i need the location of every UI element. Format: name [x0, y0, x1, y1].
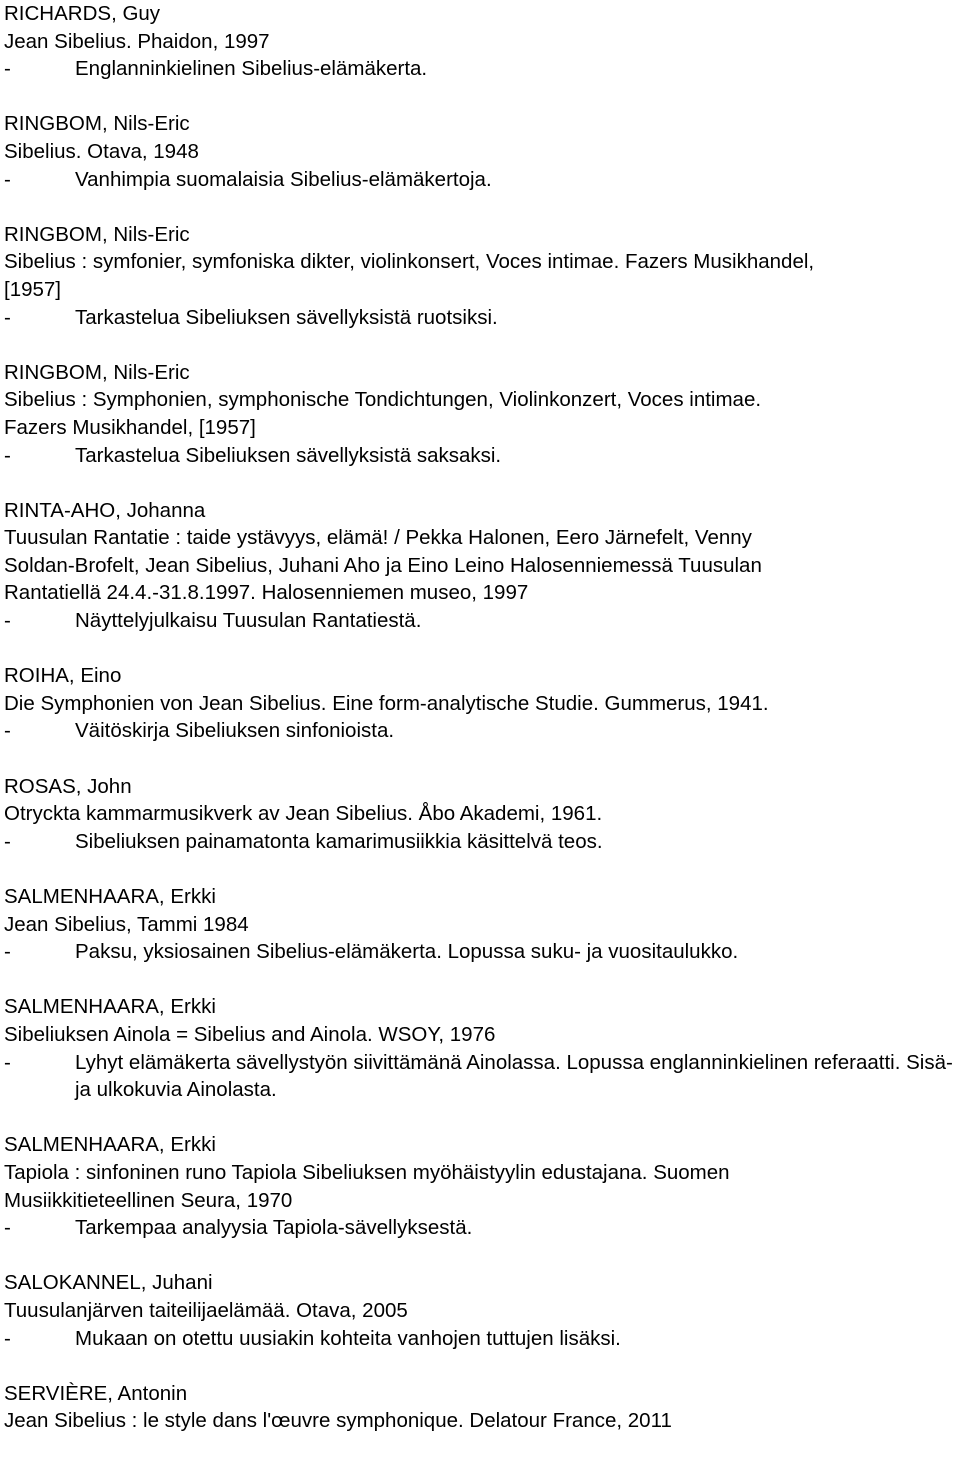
bibliography-entry	[4, 993, 956, 1103]
note-dash: -	[4, 940, 11, 964]
entry-author: SALOKANNEL, Juhani	[4, 1271, 213, 1295]
note-dash: -	[4, 57, 11, 81]
bibliography-entry	[4, 110, 956, 193]
note-text: Vanhimpia suomalaisia Sibelius-elämäkertoja.	[75, 167, 492, 191]
entry-author: ROIHA, Eino	[4, 664, 122, 688]
entry-author: SERVIÈRE, Antonin	[4, 1381, 188, 1405]
entry-title-line: Sibelius : symfonier, symfoniska dikter, violinkonsert, Voces intimae. Fazers Musikhandel,	[4, 250, 815, 274]
entry-note	[4, 1214, 956, 1242]
entry-title-line: Tuusulan Rantatie : taide ystävyys, elämä! / Pekka Halonen, Eero Järnefelt, Venny	[4, 526, 752, 550]
entry-author: RINGBOM, Nils-Eric	[4, 112, 190, 136]
note-text: Tarkastelua Sibeliuksen sävellyksistä ruotsiksi.	[75, 305, 498, 329]
entry-note	[4, 607, 956, 635]
bibliography-entry	[4, 1269, 956, 1352]
note-text: Englanninkielinen Sibelius-elämäkerta.	[75, 57, 428, 81]
entry-title-line: Sibelius. Otava, 1948	[4, 139, 199, 163]
entry-note	[4, 1325, 956, 1353]
note-dash: -	[4, 167, 11, 191]
bibliography-entry	[4, 221, 956, 331]
entry-author: ROSAS, John	[4, 774, 132, 798]
entry-title-line: Soldan-Brofelt, Jean Sibelius, Juhani Aho ja Eino Leino Halosenniemessä Tuusulan	[4, 553, 762, 577]
entry-note	[4, 55, 956, 83]
note-dash: -	[4, 829, 11, 853]
entry-title-line: Jean Sibelius, Tammi 1984	[4, 912, 249, 936]
bibliography-entry	[4, 773, 956, 856]
bibliography-document	[4, 0, 956, 1462]
bibliography-entry	[4, 0, 956, 83]
note-text: Näyttelyjulkaisu Tuusulan Rantatiestä.	[75, 609, 422, 633]
entry-note	[4, 166, 956, 194]
entry-title-line: [1957]	[4, 277, 61, 301]
note-text: Tarkempaa analyysia Tapiola-sävellyksestä.	[75, 1216, 473, 1240]
entry-note	[4, 1049, 956, 1104]
bibliography-entry	[4, 1131, 956, 1241]
entry-title-line: Rantatiellä 24.4.-31.8.1997. Halosenniemen museo, 1997	[4, 581, 529, 605]
entry-title-line: Musiikkitieteellinen Seura, 1970	[4, 1188, 293, 1212]
bibliography-entry	[4, 497, 956, 635]
note-text: Väitöskirja Sibeliuksen sinfonioista.	[75, 719, 395, 743]
note-dash: -	[4, 1216, 11, 1240]
bibliography-entry	[4, 662, 956, 745]
bibliography-entry	[4, 359, 956, 469]
entry-author: RICHARDS, Guy	[4, 2, 161, 25]
note-dash: -	[4, 719, 11, 743]
note-text: Paksu, yksiosainen Sibelius-elämäkerta. Lopussa suku- ja vuositaulukko.	[75, 940, 739, 964]
entry-author: SALMENHAARA, Erkki	[4, 1133, 216, 1157]
entry-title-line: Sibeliuksen Ainola = Sibelius and Ainola. WSOY, 1976	[4, 1022, 496, 1046]
note-text: Tarkastelua Sibeliuksen sävellyksistä saksaksi.	[75, 443, 502, 467]
entry-title-line: Die Symphonien von Jean Sibelius. Eine form-analytische Studie. Gummerus, 1941.	[4, 691, 769, 715]
entry-author: RINGBOM, Nils-Eric	[4, 222, 190, 246]
note-dash: -	[4, 443, 11, 467]
note-text: Lyhyt elämäkerta sävellystyön siivittämänä Ainolassa. Lopussa englanninkielinen referaatti. Sisä- ja ulkokuvia Ainolasta.	[75, 1050, 953, 1102]
entry-title-line: Jean Sibelius : le style dans l'œuvre symphonique. Delatour France, 2011	[4, 1409, 672, 1433]
entry-title-line: Jean Sibelius. Phaidon, 1997	[4, 29, 270, 53]
entry-title-line: Sibelius : Symphonien, symphonische Tondichtungen, Violinkonzert, Voces intimae.	[4, 388, 762, 412]
entry-title-line: Otryckta kammarmusikverk av Jean Sibelius. Åbo Akademi, 1961.	[4, 802, 603, 826]
entry-note	[4, 304, 956, 332]
note-dash: -	[4, 1326, 11, 1350]
entry-note	[4, 828, 956, 856]
note-dash: -	[4, 1050, 11, 1074]
entry-note	[4, 717, 956, 745]
entry-author: RINGBOM, Nils-Eric	[4, 360, 190, 384]
entry-note	[4, 442, 956, 470]
note-dash: -	[4, 609, 11, 633]
note-dash: -	[4, 305, 11, 329]
bibliography-entry	[4, 883, 956, 966]
note-text: Sibeliuksen painamatonta kamarimusiikkia käsittelvä teos.	[75, 829, 603, 853]
entry-title-line: Tapiola : sinfoninen runo Tapiola Sibeliuksen myöhäistyylin edustajana. Suomen	[4, 1160, 730, 1184]
entry-note	[4, 938, 956, 966]
note-text: Mukaan on otettu uusiakin kohteita vanhojen tuttujen lisäksi.	[75, 1326, 621, 1350]
bibliography-entry	[4, 1380, 956, 1435]
entry-author: SALMENHAARA, Erkki	[4, 995, 216, 1019]
entry-author: SALMENHAARA, Erkki	[4, 885, 216, 908]
entry-title-line: Fazers Musikhandel, [1957]	[4, 415, 256, 439]
entry-author: RINTA-AHO, Johanna	[4, 498, 206, 522]
entry-title-line: Tuusulanjärven taiteilijaelämää. Otava, 2005	[4, 1298, 408, 1322]
